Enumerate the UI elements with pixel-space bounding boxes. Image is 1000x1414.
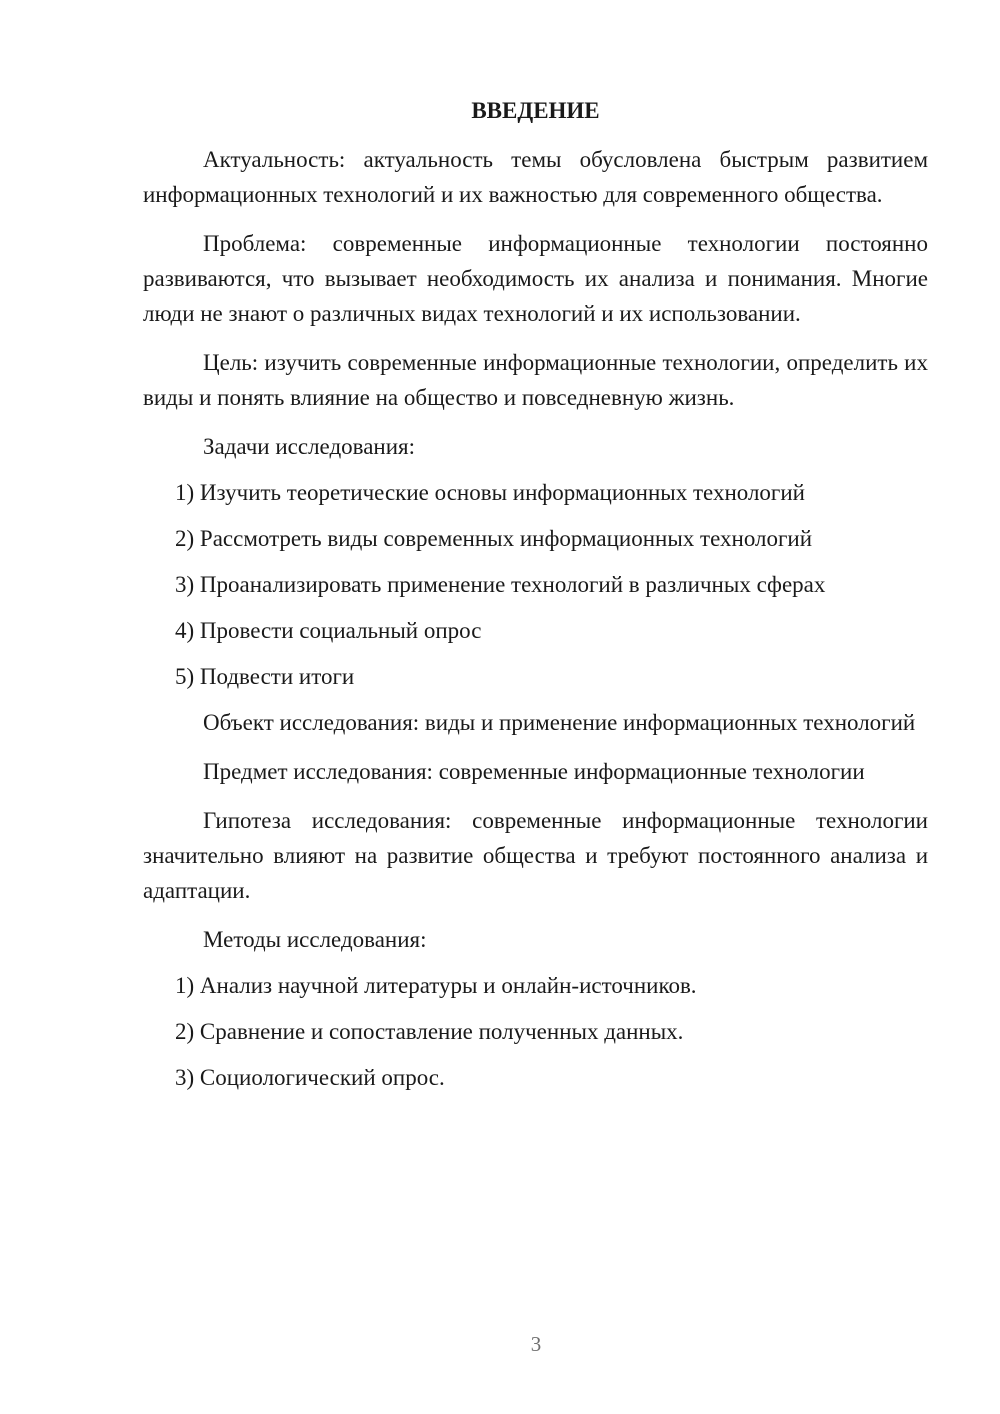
tasks-list <box>143 475 928 694</box>
list-item: 2) Сравнение и сопоставление полученных данных. <box>175 1019 684 1044</box>
object-paragraph: Объект исследования: виды и применение информационных технологий <box>203 710 916 735</box>
list-item: 3) Проанализировать применение технологий в различных сферах <box>175 572 826 597</box>
subject-paragraph: Предмет исследования: современные информационные технологии <box>203 759 865 784</box>
methods-label: Методы исследования: <box>203 927 427 952</box>
methods-list <box>143 968 928 1095</box>
list-item: 4) Провести социальный опрос <box>175 618 482 643</box>
list-item: 1) Анализ научной литературы и онлайн-источников. <box>175 973 697 998</box>
tasks-label: Задачи исследования: <box>203 434 416 459</box>
list-item: 2) Рассмотреть виды современных информационных технологий <box>175 526 813 551</box>
goal-paragraph: Цель: изучить современные информационные технологии, определить их виды и понять влияние на общество и повседневную жизнь. <box>143 350 928 410</box>
list-item: 5) Подвести итоги <box>175 664 355 689</box>
page-content <box>143 94 928 1106</box>
list-item: 1) Изучить теоретические основы информационных технологий <box>175 480 805 505</box>
relevance-paragraph: Актуальность: актуальность темы обусловлена быстрым развитием информационных технологий и их важностью для современного общества. <box>143 147 928 207</box>
section-heading: ВВЕДЕНИЕ <box>471 98 600 123</box>
problem-paragraph: Проблема: современные информационные технологии постоянно развиваются, что вызывает необходимость их анализа и понимания. Многие люди не знают о различных видах технологий и их использовании. <box>143 231 928 326</box>
hypothesis-paragraph: Гипотеза исследования: современные информационные технологии значительно влияют на развитие общества и требуют постоянного анализа и адаптации. <box>143 808 928 903</box>
page-number: 3 <box>530 1332 542 1356</box>
list-item: 3) Социологический опрос. <box>175 1065 445 1090</box>
